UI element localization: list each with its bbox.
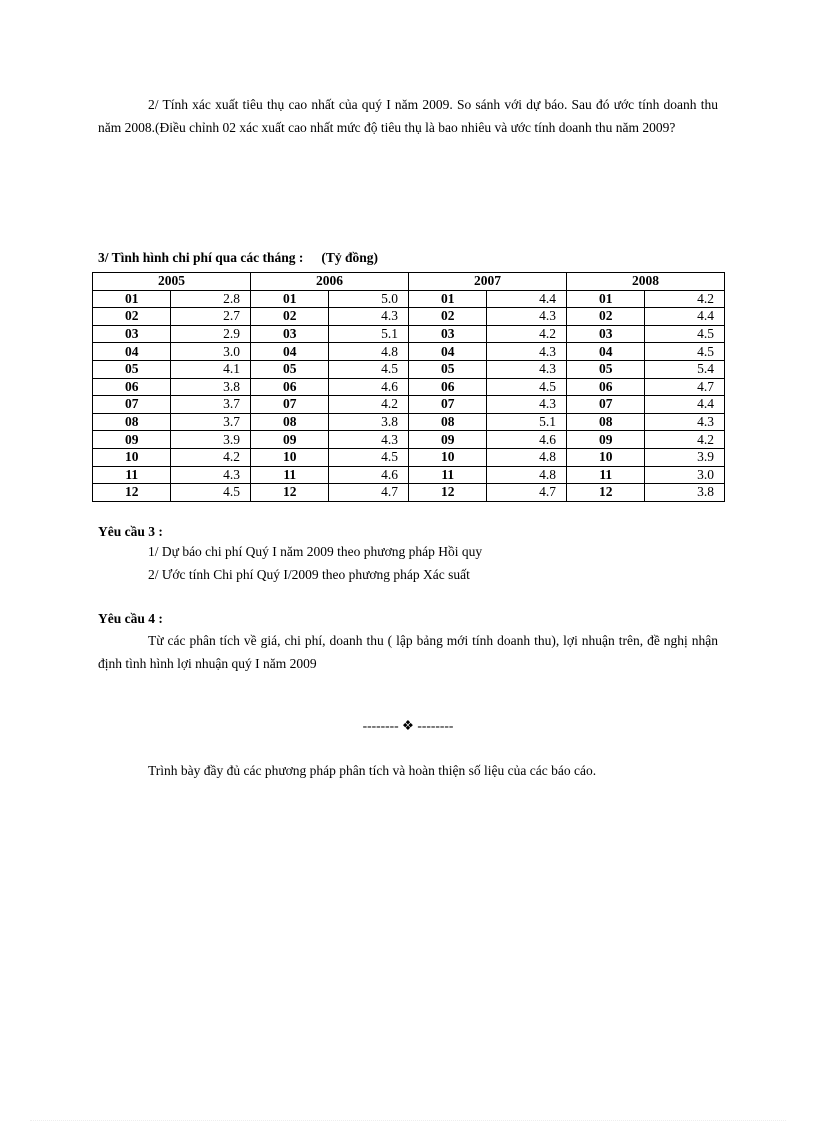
req4-title: Yêu cầu 4 : (98, 611, 163, 626)
month-cell: 10 (408, 448, 486, 466)
cost-value-cell: 2.8 (171, 290, 251, 308)
cost-value-cell: 4.7 (487, 484, 567, 502)
month-cell: 12 (408, 484, 486, 502)
month-cell: 01 (566, 290, 644, 308)
table-row (93, 360, 725, 378)
month-cell: 01 (93, 290, 171, 308)
month-cell: 02 (93, 308, 171, 326)
month-cell: 11 (566, 466, 644, 484)
month-cell: 02 (250, 308, 328, 326)
cost-value-cell: 4.3 (329, 308, 409, 326)
cost-value-cell: 3.0 (171, 343, 251, 361)
month-cell: 03 (408, 325, 486, 343)
month-cell: 03 (93, 325, 171, 343)
cost-value-cell: 4.3 (487, 360, 567, 378)
cost-value-cell: 4.7 (329, 484, 409, 502)
year-header: 2008 (566, 273, 724, 291)
month-cell: 04 (566, 343, 644, 361)
month-cell: 01 (408, 290, 486, 308)
cost-value-cell: 4.5 (171, 484, 251, 502)
cost-value-cell: 4.5 (645, 325, 725, 343)
cost-value-cell: 4.2 (329, 396, 409, 414)
month-cell: 12 (566, 484, 644, 502)
section2-paragraph: 2/ Tính xác xuất tiêu thụ cao nhất của quý I năm 2009. So sánh với dự báo. Sau đó ước tính doanh thu năm 2008.(Điều chỉnh 02 xác xuất cao nhất mức độ tiêu thụ là bao nhiêu và ước tính doanh thu năm 2009? (98, 97, 718, 135)
table-row (93, 484, 725, 502)
month-cell: 04 (93, 343, 171, 361)
cost-value-cell: 4.5 (487, 378, 567, 396)
cost-value-cell: 3.7 (171, 413, 251, 431)
table-row (93, 448, 725, 466)
cost-value-cell: 3.9 (645, 448, 725, 466)
month-cell: 10 (93, 448, 171, 466)
cost-value-cell: 4.3 (487, 396, 567, 414)
cost-value-cell: 4.8 (329, 343, 409, 361)
month-cell: 11 (408, 466, 486, 484)
month-cell: 09 (408, 431, 486, 449)
cost-value-cell: 4.2 (645, 290, 725, 308)
month-cell: 03 (566, 325, 644, 343)
month-cell: 06 (250, 378, 328, 396)
month-cell: 06 (93, 378, 171, 396)
month-cell: 08 (408, 413, 486, 431)
month-cell: 08 (566, 413, 644, 431)
section3-heading (98, 250, 378, 266)
month-cell: 04 (250, 343, 328, 361)
section3-unit: (Tỷ đồng) (321, 250, 378, 265)
month-cell: 07 (566, 396, 644, 414)
page-edge-divider (30, 1120, 786, 1121)
month-cell: 05 (250, 360, 328, 378)
cost-value-cell: 4.6 (329, 466, 409, 484)
cost-value-cell: 4.4 (645, 396, 725, 414)
month-cell: 07 (93, 396, 171, 414)
req4-paragraph: Từ các phân tích về giá, chi phí, doanh thu ( lập bảng mới tính doanh thu), lợi nhuận trên, đề nghị nhận định tình hình lợi nhuận quý I năm 2009 (98, 633, 718, 671)
month-cell: 02 (566, 308, 644, 326)
req3-title: Yêu cầu 3 : (98, 524, 163, 539)
cost-value-cell: 5.1 (487, 413, 567, 431)
cost-value-cell: 3.9 (171, 431, 251, 449)
cost-value-cell: 4.2 (645, 431, 725, 449)
cost-value-cell: 4.3 (329, 431, 409, 449)
cost-value-cell: 4.6 (329, 378, 409, 396)
cost-value-cell: 4.2 (171, 448, 251, 466)
section3-title: 3/ Tình hình chi phí qua các tháng : (98, 250, 304, 265)
cost-value-cell: 3.0 (645, 466, 725, 484)
table-row (93, 343, 725, 361)
table-row (93, 431, 725, 449)
cost-value-cell: 3.8 (171, 378, 251, 396)
cost-value-cell: 4.5 (645, 343, 725, 361)
cost-value-cell: 2.9 (171, 325, 251, 343)
cost-value-cell: 4.3 (487, 343, 567, 361)
cost-value-cell: 4.5 (329, 360, 409, 378)
cost-value-cell: 5.0 (329, 290, 409, 308)
cost-value-cell: 4.2 (487, 325, 567, 343)
month-cell: 08 (93, 413, 171, 431)
cost-value-cell: 4.6 (487, 431, 567, 449)
month-cell: 02 (408, 308, 486, 326)
table-header-row (93, 273, 725, 291)
table-row (93, 378, 725, 396)
table-row (93, 466, 725, 484)
table-row (93, 413, 725, 431)
year-header: 2006 (250, 273, 408, 291)
footer-note: Trình bày đầy đủ các phương pháp phân tích và hoàn thiện số liệu của các báo cáo. (148, 763, 597, 778)
year-header: 2005 (93, 273, 251, 291)
cost-value-cell: 4.4 (645, 308, 725, 326)
cost-value-cell: 4.8 (487, 466, 567, 484)
cost-table (92, 272, 725, 502)
month-cell: 05 (93, 360, 171, 378)
req3-item-2: 2/ Ước tính Chi phí Quý I/2009 theo phương pháp Xác suất (148, 567, 470, 582)
month-cell: 12 (250, 484, 328, 502)
cost-value-cell: 2.7 (171, 308, 251, 326)
year-header: 2007 (408, 273, 566, 291)
cost-value-cell: 3.8 (645, 484, 725, 502)
cost-value-cell: 4.5 (329, 448, 409, 466)
table-row (93, 325, 725, 343)
month-cell: 12 (93, 484, 171, 502)
month-cell: 06 (566, 378, 644, 396)
month-cell: 09 (93, 431, 171, 449)
month-cell: 05 (566, 360, 644, 378)
cost-value-cell: 3.8 (329, 413, 409, 431)
table-row (93, 308, 725, 326)
month-cell: 10 (250, 448, 328, 466)
cost-value-cell: 3.7 (171, 396, 251, 414)
month-cell: 11 (250, 466, 328, 484)
cost-value-cell: 4.7 (645, 378, 725, 396)
cost-value-cell: 4.1 (171, 360, 251, 378)
cost-value-cell: 4.3 (487, 308, 567, 326)
cost-value-cell: 4.3 (645, 413, 725, 431)
req3-item-1: 1/ Dự báo chi phí Quý I năm 2009 theo phương pháp Hồi quy (148, 544, 483, 559)
month-cell: 01 (250, 290, 328, 308)
month-cell: 08 (250, 413, 328, 431)
month-cell: 03 (250, 325, 328, 343)
month-cell: 11 (93, 466, 171, 484)
cost-value-cell: 5.4 (645, 360, 725, 378)
cost-value-cell: 4.8 (487, 448, 567, 466)
month-cell: 10 (566, 448, 644, 466)
month-cell: 07 (408, 396, 486, 414)
month-cell: 04 (408, 343, 486, 361)
table-row (93, 290, 725, 308)
month-cell: 05 (408, 360, 486, 378)
cost-value-cell: 4.4 (487, 290, 567, 308)
month-cell: 09 (250, 431, 328, 449)
month-cell: 06 (408, 378, 486, 396)
cost-value-cell: 4.3 (171, 466, 251, 484)
table-row (93, 396, 725, 414)
month-cell: 09 (566, 431, 644, 449)
separator: -------- ❖ -------- (362, 718, 454, 733)
month-cell: 07 (250, 396, 328, 414)
cost-value-cell: 5.1 (329, 325, 409, 343)
